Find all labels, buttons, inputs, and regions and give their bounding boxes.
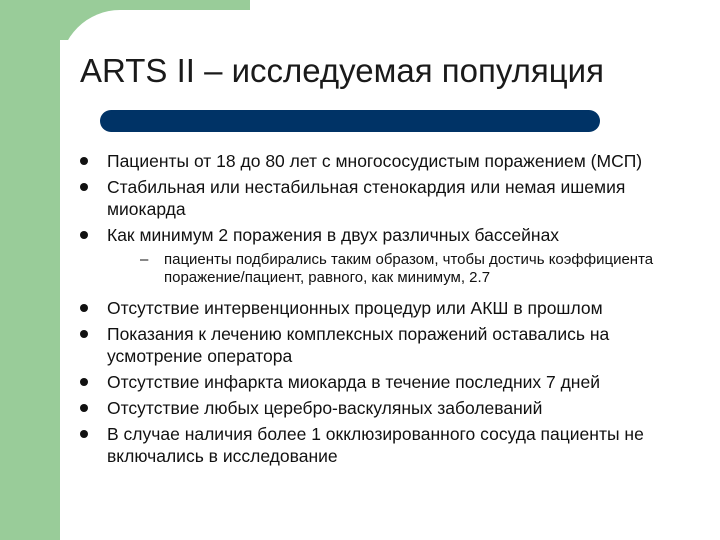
bullet-text: Пациенты от 18 до 80 лет с многососудистым поражением (МСП)	[107, 151, 643, 171]
bullet-item	[80, 371, 700, 393]
bullet-dot-icon	[80, 157, 88, 165]
bullet-text: Отсутствие инфаркта миокарда в течение последних 7 дней	[107, 372, 600, 392]
bullet-dot-icon	[80, 183, 88, 191]
title-underline-bar	[100, 110, 600, 132]
bullet-item	[80, 297, 700, 319]
bullet-text: В случае наличия более 1 окклюзированного сосуда пациенты не включались в исследование	[107, 424, 644, 466]
bullet-dot-icon	[80, 231, 88, 239]
slide-title: ARTS II – исследуемая популяция	[80, 52, 604, 89]
left-decor-band	[0, 0, 60, 540]
bullet-item	[80, 224, 700, 287]
sub-bullet-item	[107, 251, 700, 287]
bullet-item	[80, 323, 700, 367]
bullet-item	[80, 397, 700, 419]
sub-bullet-dash: –	[140, 251, 149, 268]
bullet-dot-icon	[80, 430, 88, 438]
bullet-item	[80, 176, 700, 220]
bullet-text: Отсутствие интервенционных процедур или АКШ в прошлом	[107, 298, 603, 318]
bullet-text: Показания к лечению комплексных поражений оставались на усмотрение оператора	[107, 324, 610, 366]
bullet-text: Стабильная или нестабильная стенокардия или немая ишемия миокарда	[107, 177, 626, 219]
bullet-item	[80, 423, 700, 467]
bullet-item	[80, 150, 700, 172]
sub-bullet-text: пациенты подбирались таким образом, чтобы достичь коэффициента поражение/пациент, равного, как минимум, 2.7	[164, 251, 654, 286]
bullet-dot-icon	[80, 378, 88, 386]
bullet-text: Как минимум 2 поражения в двух различных бассейнах	[107, 225, 560, 245]
bullet-dot-icon	[80, 304, 88, 312]
bullet-dot-icon	[80, 330, 88, 338]
bullet-dot-icon	[80, 404, 88, 412]
bullet-text: Отсутствие любых церебро-васкуляных заболеваний	[107, 398, 543, 418]
bullet-list	[80, 150, 700, 471]
